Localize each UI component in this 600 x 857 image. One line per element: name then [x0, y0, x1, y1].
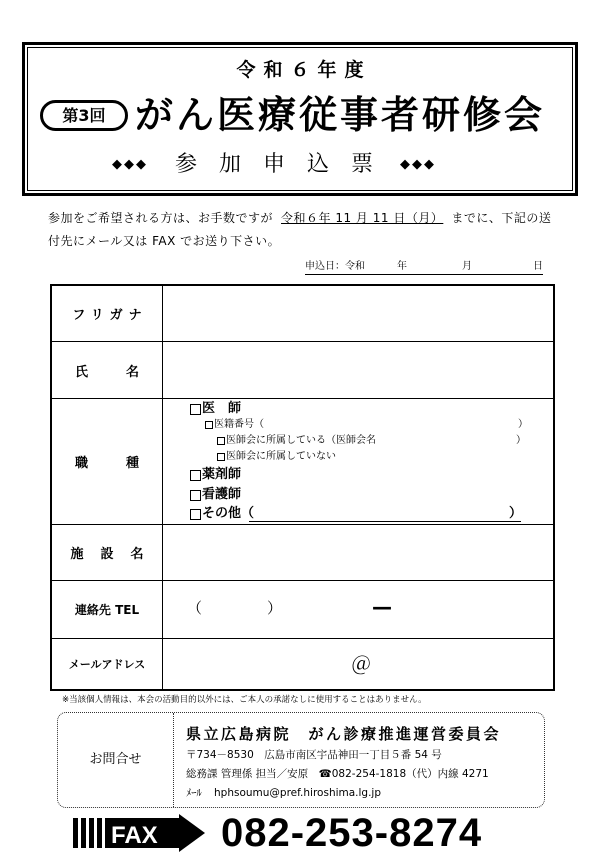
email-label: メールアドレス: [52, 638, 163, 689]
contact-staff-phone: 総務課 管理係 担当／安原 ☎082-254-1818（代）内線 4271: [186, 768, 489, 780]
occupation-option-medical-association-member[interactable]: [217, 434, 376, 447]
contact-divider: [173, 713, 174, 807]
privacy-note: ※当該個人情報は、本会の活動目的以外には、ご本人の承諾なしに使用することはありません。: [62, 695, 427, 705]
occupation-option-pharmacist[interactable]: [190, 467, 241, 483]
option-label: 看護師: [202, 487, 242, 502]
fax-bar: [81, 818, 86, 848]
furigana-label: フリガナ: [52, 286, 163, 341]
fax-arrow-icon: [73, 814, 207, 852]
intro-line-1: [48, 207, 551, 230]
intro-tail: までに、下記の送: [451, 211, 552, 225]
intro-text: [48, 207, 551, 253]
option-label: 医籍番号（: [214, 419, 264, 430]
tel-dash: —: [372, 595, 392, 619]
name-label: 氏 名: [52, 341, 163, 398]
application-date-field[interactable]: [305, 260, 543, 275]
page-title: がん医療従事者研修会: [135, 93, 546, 137]
diamond-decoration-right: ◆◆◆: [400, 157, 436, 172]
facility-label: 施 設 名: [52, 524, 163, 580]
contact-organization: 県立広島病院 がん診療推進運営委員会: [186, 725, 502, 743]
deadline-date: 令和６年 11 月 11 日（月）: [281, 211, 444, 225]
checkbox-icon[interactable]: [217, 453, 225, 461]
tel-field[interactable]: [163, 580, 553, 638]
facility-field[interactable]: [163, 524, 553, 580]
fiscal-year: 令和６年度: [236, 59, 372, 81]
occupation-label: 職 種: [52, 398, 163, 524]
option-label: 薬剤師: [202, 467, 242, 482]
occupation-option-medical-association-nonmember[interactable]: [217, 450, 336, 463]
at-sign: ＠: [351, 652, 371, 676]
application-month-unit: 月: [462, 261, 472, 272]
application-date-label: 申込日：令和: [305, 261, 365, 272]
tel-label: 連絡先 TEL: [52, 580, 163, 638]
email-field[interactable]: [163, 638, 553, 689]
option-label: 医師会に所属していない: [226, 451, 336, 462]
occupation-option-registry-number[interactable]: [205, 418, 264, 431]
contact-address: 〒734－8530 広島市南区宇品神田一丁目５番 54 号: [186, 749, 442, 761]
checkbox-icon[interactable]: [190, 404, 201, 415]
registry-close-paren: ）: [518, 419, 528, 430]
form-subtitle: 参加申込票: [175, 152, 396, 177]
fax-bar: [97, 818, 102, 848]
fax-bar: [73, 818, 78, 848]
contact-email-label: ﾒｰﾙ: [186, 787, 202, 799]
header-box: [22, 42, 578, 196]
contact-email: hphsoumu@pref.hiroshima.lg.jp: [214, 787, 382, 799]
fax-arrow-head: [179, 814, 205, 852]
contact-box: [57, 712, 545, 808]
furigana-field[interactable]: [163, 286, 553, 341]
diamond-decoration-left: ◆◆◆: [112, 157, 148, 172]
fax-bar: [89, 818, 94, 848]
other-close-paren: ）: [509, 506, 523, 521]
other-occupation-blank[interactable]: [249, 506, 521, 522]
option-label: その他（: [202, 506, 255, 521]
option-label: 医 師: [202, 401, 242, 416]
occupation-option-doctor[interactable]: [190, 401, 241, 417]
checkbox-icon[interactable]: [205, 421, 213, 429]
occupation-option-nurse[interactable]: [190, 487, 241, 503]
area-code-close-paren: ）: [267, 599, 283, 617]
fax-number: 082-253-8274: [221, 811, 483, 855]
checkbox-icon[interactable]: [190, 509, 201, 520]
checkbox-icon[interactable]: [190, 490, 201, 501]
application-day-unit: 日: [533, 261, 543, 272]
intro-lead: 参加をご希望される方は、お手数ですが: [48, 211, 274, 225]
area-code-open-paren: （: [187, 599, 203, 617]
medical-association-close-paren: ）: [516, 435, 526, 446]
checkbox-icon[interactable]: [217, 437, 225, 445]
registry-number-blank[interactable]: [271, 418, 515, 431]
checkbox-icon[interactable]: [190, 470, 201, 481]
fax-label: FAX: [111, 822, 158, 849]
edition-badge: 第3回: [40, 100, 128, 131]
option-label: 医師会に所属している（医師会名: [226, 435, 376, 446]
contact-label: お問合せ: [89, 752, 142, 767]
application-year-unit: 年: [397, 261, 407, 272]
name-field[interactable]: [163, 341, 553, 398]
medical-association-name-blank[interactable]: [383, 434, 513, 447]
occupation-field: [163, 398, 553, 524]
intro-line-2: 付先にメール又は FAX でお送り下さい。: [48, 234, 281, 248]
registration-table: [50, 284, 555, 691]
occupation-option-other[interactable]: [190, 506, 254, 522]
